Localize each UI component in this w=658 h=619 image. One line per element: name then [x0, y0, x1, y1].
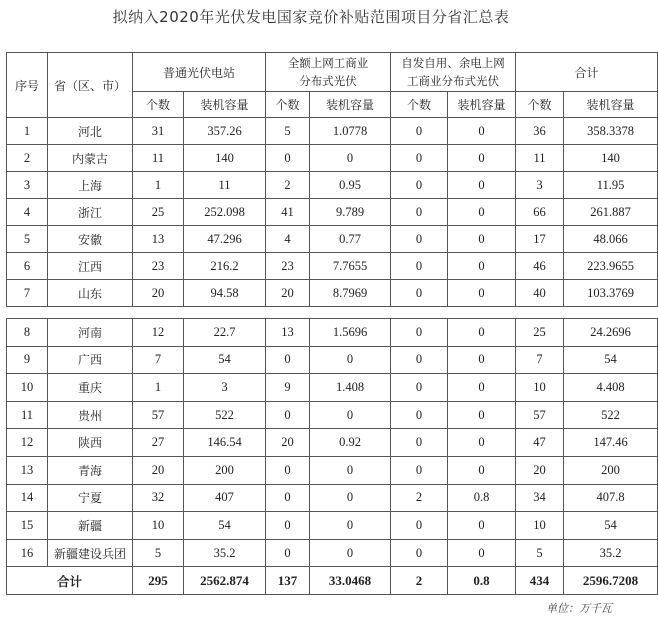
table-row — [7, 172, 658, 199]
cell-value: 11 — [184, 172, 266, 199]
cell-value: 1.408 — [310, 374, 391, 402]
cell-value: 20 — [133, 280, 184, 307]
table-row — [7, 145, 658, 172]
cell-province: 陕西 — [48, 429, 133, 457]
cell-value: 32 — [133, 484, 184, 512]
cell-province: 青海 — [48, 456, 133, 484]
cell-value: 0 — [448, 319, 516, 347]
header-province: 省（区、市） — [48, 53, 133, 118]
cell-value: 20 — [266, 280, 310, 307]
cell-value: 41 — [266, 199, 310, 226]
cell-value: 140 — [564, 145, 658, 172]
cell-value: 0 — [391, 172, 448, 199]
table-row — [7, 484, 658, 512]
cell-value: 200 — [184, 456, 266, 484]
header-capacity: 装机容量 — [184, 92, 266, 118]
table-row — [7, 539, 658, 567]
cell-seq: 5 — [7, 226, 48, 253]
cell-value: 2 — [391, 484, 448, 512]
cell-value: 0 — [266, 346, 310, 374]
cell-value: 0 — [310, 512, 391, 540]
cell-seq: 9 — [7, 346, 48, 374]
cell-seq: 7 — [7, 280, 48, 307]
cell-value: 17 — [516, 226, 564, 253]
cell-value: 1 — [133, 172, 184, 199]
cell-value: 0.92 — [310, 429, 391, 457]
cell-value: 0 — [391, 319, 448, 347]
cell-value: 3 — [184, 374, 266, 402]
cell-seq: 16 — [7, 539, 48, 567]
cell-value: 47.296 — [184, 226, 266, 253]
cell-seq: 3 — [7, 172, 48, 199]
cell-value: 1 — [133, 374, 184, 402]
cell-value: 0 — [448, 118, 516, 145]
cell-value: 0 — [448, 145, 516, 172]
header-count: 个数 — [391, 92, 448, 118]
cell-value: 5 — [516, 539, 564, 567]
cell-value: 0 — [391, 401, 448, 429]
cell-value: 0.77 — [310, 226, 391, 253]
cell-value: 146.54 — [184, 429, 266, 457]
cell-value: 0 — [310, 456, 391, 484]
cell-value: 0 — [448, 253, 516, 280]
cell-value: 252.098 — [184, 199, 266, 226]
unit-note: 单位：万千瓦 — [546, 602, 612, 615]
cell-value: 11 — [516, 145, 564, 172]
cell-total-value: 33.0468 — [310, 567, 391, 595]
cell-value: 5 — [133, 539, 184, 567]
header-group2-line2: 分布式光伏 — [299, 74, 357, 88]
cell-value: 10 — [516, 512, 564, 540]
cell-value: 0 — [310, 539, 391, 567]
cell-value: 0 — [448, 512, 516, 540]
total-row — [7, 567, 658, 595]
cell-value: 57 — [516, 401, 564, 429]
table-row — [7, 512, 658, 540]
table-row — [7, 346, 658, 374]
cell-value: 0.8 — [448, 484, 516, 512]
cell-total-value: 295 — [133, 567, 184, 595]
cell-seq: 1 — [7, 118, 48, 145]
cell-value: 0 — [310, 401, 391, 429]
cell-province: 江西 — [48, 253, 133, 280]
table-row — [7, 319, 658, 347]
header-seq: 序号 — [7, 53, 48, 118]
cell-value: 0 — [266, 512, 310, 540]
cell-value: 0 — [448, 172, 516, 199]
cell-value: 0 — [391, 145, 448, 172]
cell-value: 0 — [448, 374, 516, 402]
cell-province: 河南 — [48, 319, 133, 347]
header-capacity: 装机容量 — [448, 92, 516, 118]
cell-value: 13 — [266, 319, 310, 347]
summary-table-part2 — [6, 318, 658, 595]
cell-value: 25 — [516, 319, 564, 347]
cell-value: 8.7969 — [310, 280, 391, 307]
cell-seq: 2 — [7, 145, 48, 172]
cell-total-value: 2 — [391, 567, 448, 595]
cell-value: 0 — [391, 280, 448, 307]
header-group-ordinary-pv: 普通光伏电站 — [133, 53, 266, 92]
cell-value: 20 — [133, 456, 184, 484]
cell-value: 0 — [391, 539, 448, 567]
header-group-full-grid-distributed — [266, 53, 391, 92]
cell-value: 7 — [516, 346, 564, 374]
cell-value: 54 — [184, 346, 266, 374]
cell-province: 河北 — [48, 118, 133, 145]
cell-value: 407.8 — [564, 484, 658, 512]
cell-value: 46 — [516, 253, 564, 280]
cell-seq: 10 — [7, 374, 48, 402]
cell-value: 23 — [266, 253, 310, 280]
cell-value: 36 — [516, 118, 564, 145]
cell-total-value: 434 — [516, 567, 564, 595]
cell-value: 47 — [516, 429, 564, 457]
cell-province: 广西 — [48, 346, 133, 374]
cell-value: 0 — [266, 539, 310, 567]
summary-table-part1 — [6, 52, 658, 307]
cell-value: 357.26 — [184, 118, 266, 145]
cell-province: 新疆 — [48, 512, 133, 540]
cell-value: 0 — [448, 429, 516, 457]
cell-value: 0 — [448, 401, 516, 429]
cell-total-value: 2562.874 — [184, 567, 266, 595]
cell-value: 54 — [564, 512, 658, 540]
cell-value: 0 — [391, 456, 448, 484]
header-group3-line1: 自发自用、余电上网 — [401, 56, 505, 70]
cell-province: 贵州 — [48, 401, 133, 429]
cell-value: 0 — [266, 145, 310, 172]
cell-value: 11 — [133, 145, 184, 172]
header-group-self-use-distributed — [391, 53, 516, 92]
cell-value: 9.789 — [310, 199, 391, 226]
cell-seq: 4 — [7, 199, 48, 226]
cell-value: 0 — [391, 226, 448, 253]
cell-value: 12 — [133, 319, 184, 347]
header-group3-line2: 工商业分布式光伏 — [407, 74, 500, 88]
cell-province: 重庆 — [48, 374, 133, 402]
cell-province: 内蒙古 — [48, 145, 133, 172]
table-row — [7, 429, 658, 457]
cell-value: 54 — [564, 346, 658, 374]
cell-province: 浙江 — [48, 199, 133, 226]
cell-value: 1.0778 — [310, 118, 391, 145]
cell-value: 0.95 — [310, 172, 391, 199]
cell-value: 0 — [310, 346, 391, 374]
cell-value: 7.7655 — [310, 253, 391, 280]
cell-value: 0 — [266, 484, 310, 512]
cell-value: 140 — [184, 145, 266, 172]
cell-total-label: 合计 — [7, 567, 133, 595]
header-count: 个数 — [266, 92, 310, 118]
cell-value: 0 — [448, 346, 516, 374]
cell-value: 40 — [516, 280, 564, 307]
cell-value: 0 — [266, 401, 310, 429]
cell-province: 新疆建设兵团 — [48, 539, 133, 567]
table-row — [7, 374, 658, 402]
table-row — [7, 226, 658, 253]
cell-seq: 8 — [7, 319, 48, 347]
cell-value: 0 — [448, 199, 516, 226]
cell-value: 66 — [516, 199, 564, 226]
cell-value: 25 — [133, 199, 184, 226]
cell-value: 48.066 — [564, 226, 658, 253]
cell-province: 山东 — [48, 280, 133, 307]
cell-value: 522 — [564, 401, 658, 429]
table-row — [7, 199, 658, 226]
cell-value: 34 — [516, 484, 564, 512]
table-row — [7, 118, 658, 145]
cell-value: 261.887 — [564, 199, 658, 226]
cell-value: 0 — [391, 512, 448, 540]
table-title: 拟纳入2020年光伏发电国家竞价补贴范围项目分省汇总表 — [112, 8, 510, 26]
header-group-total: 合计 — [516, 53, 658, 92]
cell-value: 27 — [133, 429, 184, 457]
header-row-1 — [7, 53, 658, 92]
cell-value: 2 — [266, 172, 310, 199]
cell-seq: 11 — [7, 401, 48, 429]
cell-value: 11.95 — [564, 172, 658, 199]
cell-value: 13 — [133, 226, 184, 253]
cell-value: 31 — [133, 118, 184, 145]
cell-province: 上海 — [48, 172, 133, 199]
cell-value: 223.9655 — [564, 253, 658, 280]
cell-value: 0 — [391, 118, 448, 145]
cell-value: 0 — [448, 539, 516, 567]
cell-value: 522 — [184, 401, 266, 429]
cell-value: 407 — [184, 484, 266, 512]
cell-value: 1.5696 — [310, 319, 391, 347]
cell-total-value: 137 — [266, 567, 310, 595]
cell-value: 35.2 — [184, 539, 266, 567]
cell-value: 22.7 — [184, 319, 266, 347]
header-count: 个数 — [133, 92, 184, 118]
cell-seq: 15 — [7, 512, 48, 540]
cell-value: 54 — [184, 512, 266, 540]
cell-value: 10 — [516, 374, 564, 402]
cell-value: 0 — [448, 456, 516, 484]
cell-value: 23 — [133, 253, 184, 280]
cell-value: 0 — [310, 145, 391, 172]
cell-value: 4.408 — [564, 374, 658, 402]
cell-value: 9 — [266, 374, 310, 402]
cell-value: 57 — [133, 401, 184, 429]
cell-seq: 12 — [7, 429, 48, 457]
cell-value: 0 — [448, 226, 516, 253]
cell-value: 147.46 — [564, 429, 658, 457]
cell-value: 0 — [266, 456, 310, 484]
header-count: 个数 — [516, 92, 564, 118]
cell-value: 216.2 — [184, 253, 266, 280]
cell-seq: 6 — [7, 253, 48, 280]
header-group2-line1: 全额上网工商业 — [287, 56, 369, 70]
cell-province: 宁夏 — [48, 484, 133, 512]
cell-value: 0 — [448, 280, 516, 307]
cell-value: 20 — [516, 456, 564, 484]
cell-value: 0 — [391, 199, 448, 226]
cell-value: 0 — [391, 429, 448, 457]
cell-value: 3 — [516, 172, 564, 199]
cell-value: 103.3769 — [564, 280, 658, 307]
table-row — [7, 253, 658, 280]
cell-seq: 13 — [7, 456, 48, 484]
cell-value: 10 — [133, 512, 184, 540]
cell-value: 200 — [564, 456, 658, 484]
cell-value: 0 — [391, 346, 448, 374]
cell-total-value: 2596.7208 — [564, 567, 658, 595]
cell-value: 24.2696 — [564, 319, 658, 347]
cell-value: 0 — [310, 484, 391, 512]
cell-value: 35.2 — [564, 539, 658, 567]
table-row — [7, 401, 658, 429]
cell-value: 358.3378 — [564, 118, 658, 145]
header-capacity: 装机容量 — [564, 92, 658, 118]
table-row — [7, 280, 658, 307]
cell-value: 0 — [391, 374, 448, 402]
cell-value: 20 — [266, 429, 310, 457]
cell-province: 安徽 — [48, 226, 133, 253]
cell-value: 7 — [133, 346, 184, 374]
table-row — [7, 456, 658, 484]
cell-value: 0 — [391, 253, 448, 280]
cell-value: 5 — [266, 118, 310, 145]
cell-seq: 14 — [7, 484, 48, 512]
cell-value: 94.58 — [184, 280, 266, 307]
cell-total-value: 0.8 — [448, 567, 516, 595]
cell-value: 4 — [266, 226, 310, 253]
header-capacity: 装机容量 — [310, 92, 391, 118]
